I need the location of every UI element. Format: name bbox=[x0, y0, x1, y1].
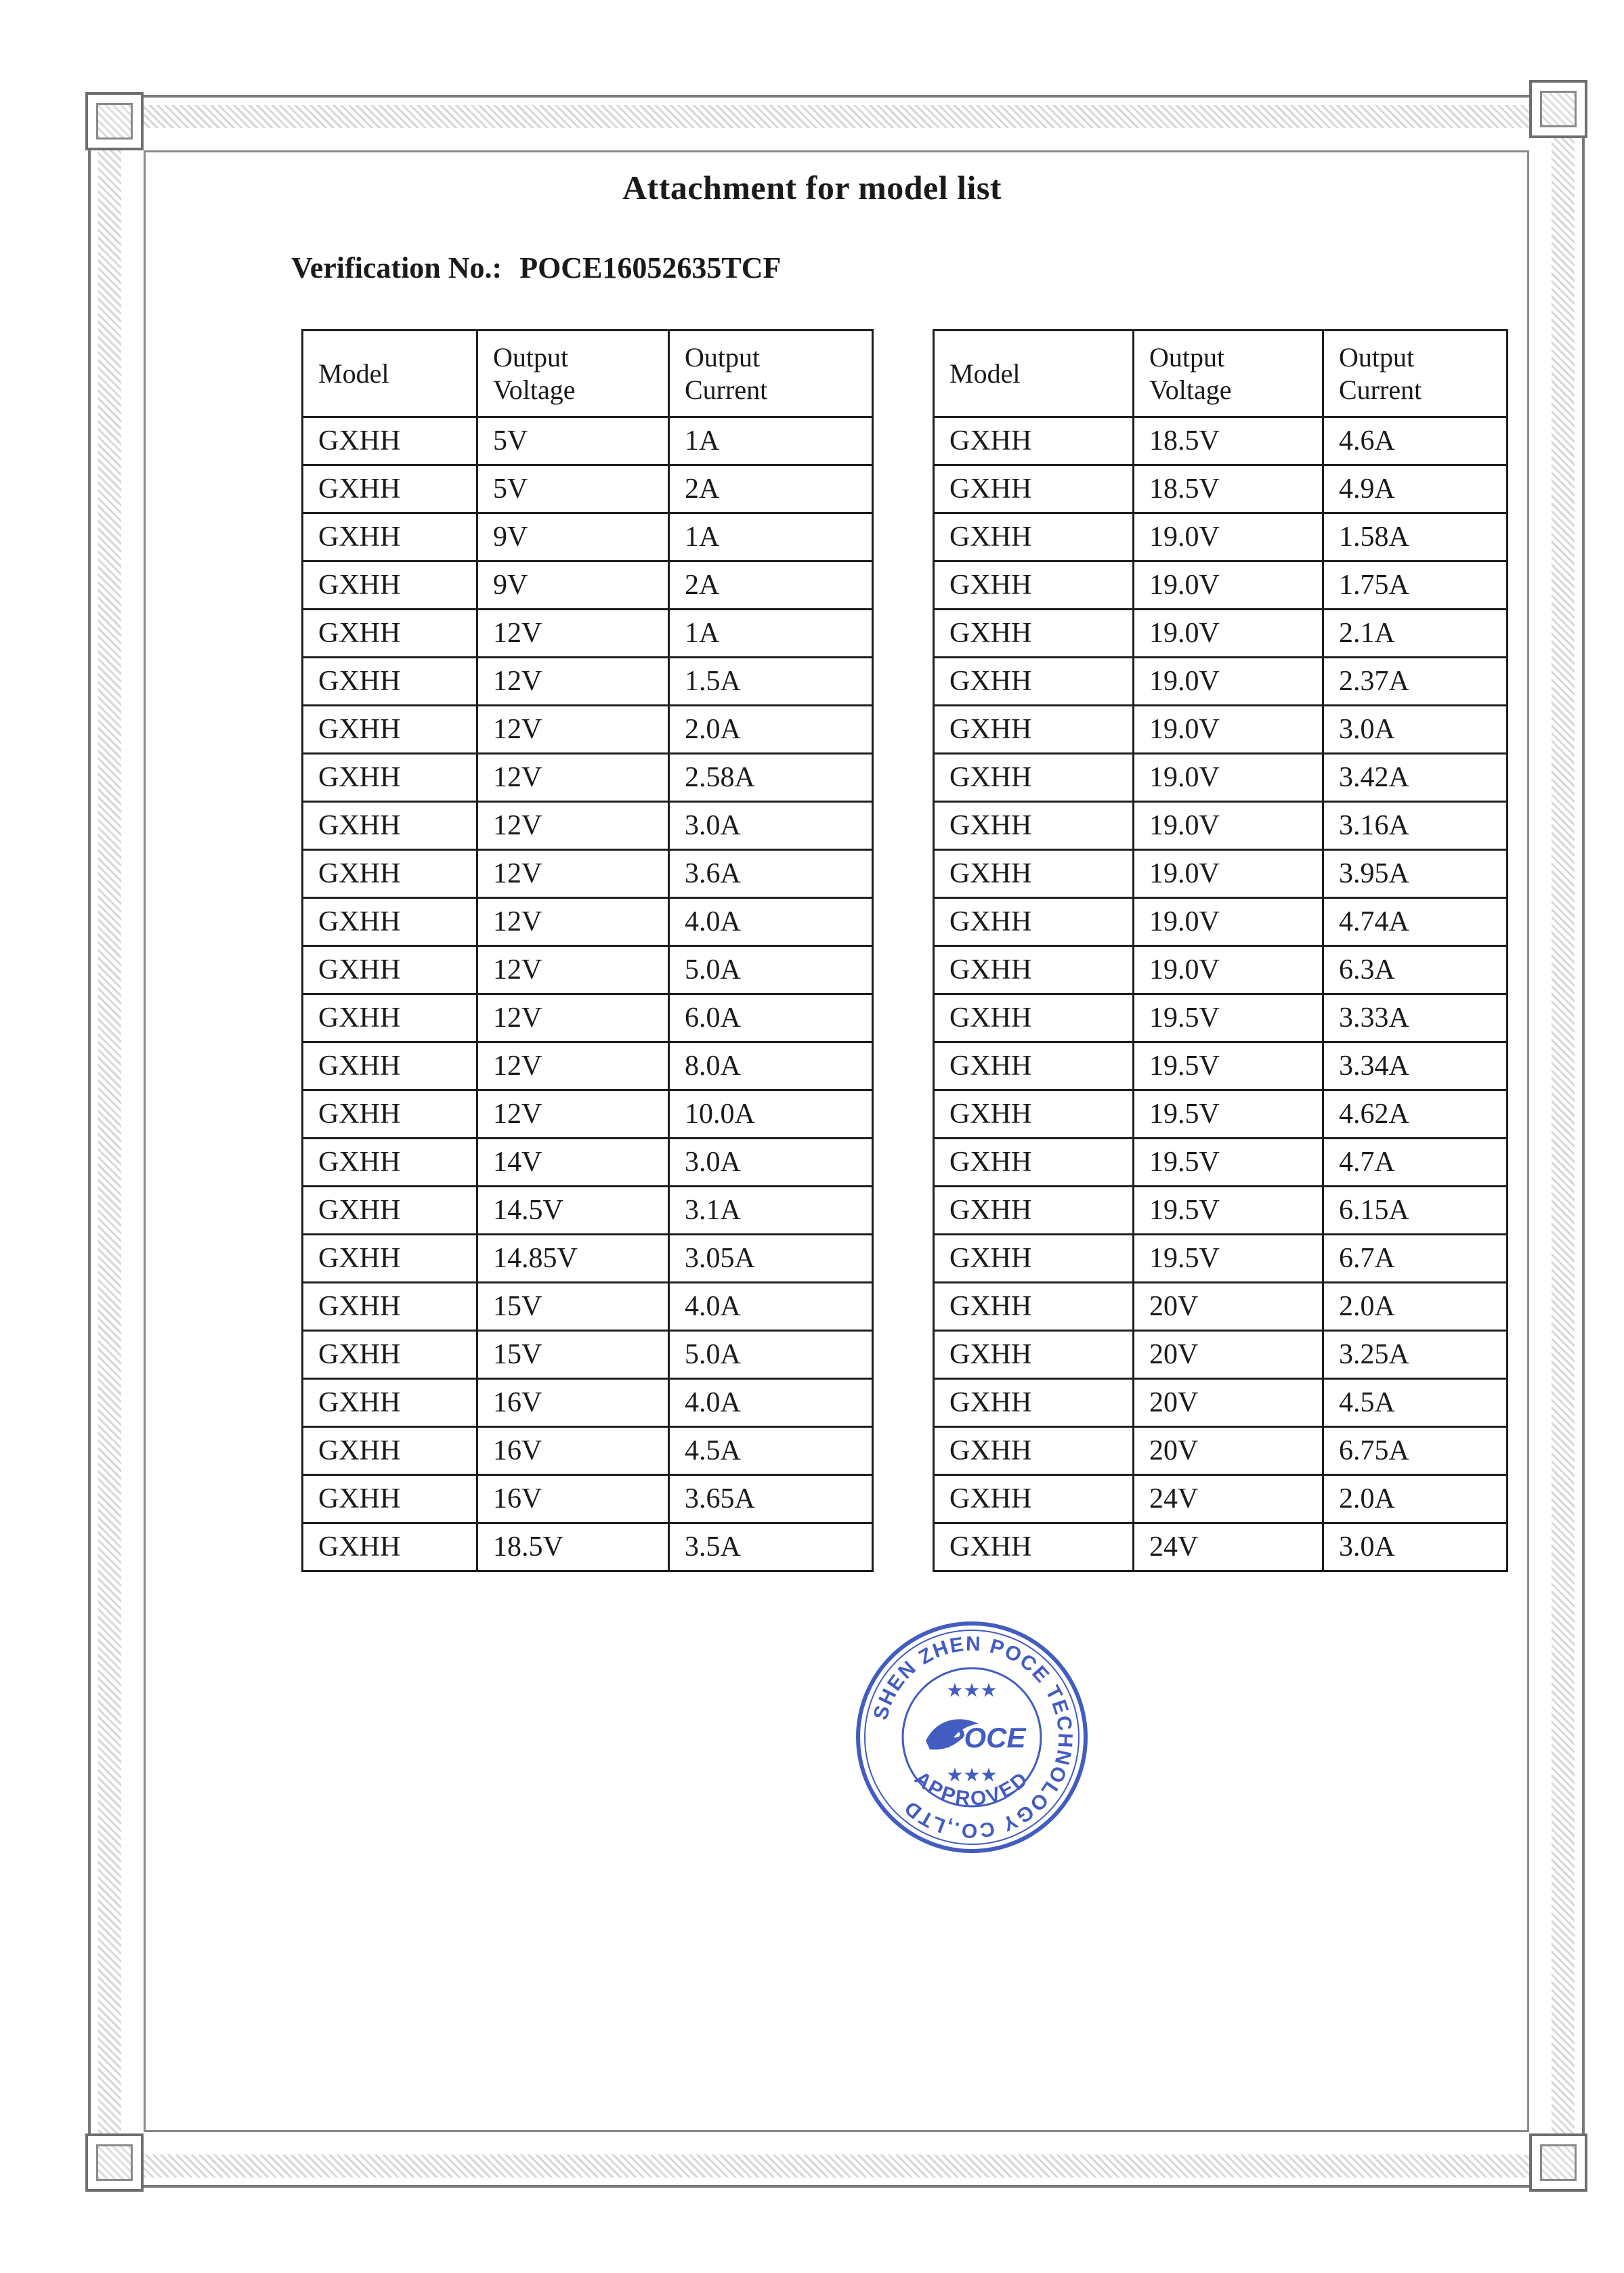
cell-output-current: 3.5A bbox=[669, 1523, 873, 1571]
seal-logo-text: POCE bbox=[945, 1722, 1026, 1754]
header-model: Model bbox=[934, 331, 1134, 417]
frame-corner-ornament bbox=[1529, 80, 1587, 138]
cell-output-voltage: 20V bbox=[1134, 1331, 1323, 1379]
table-row bbox=[934, 802, 1508, 850]
seal-bottom-text: APPROVED bbox=[910, 1766, 1033, 1810]
table-row bbox=[934, 1475, 1508, 1523]
cell-model: GXHH bbox=[934, 1283, 1134, 1331]
cell-output-voltage: 16V bbox=[477, 1427, 669, 1475]
table-row bbox=[303, 1139, 873, 1187]
header-model: Model bbox=[303, 331, 477, 417]
cell-output-current: 1A bbox=[669, 513, 873, 561]
cell-output-current: 8.0A bbox=[669, 1042, 873, 1090]
cell-output-voltage: 19.0V bbox=[1134, 850, 1323, 898]
cell-output-current: 1.58A bbox=[1323, 513, 1508, 561]
cell-output-voltage: 19.5V bbox=[1134, 1139, 1323, 1187]
cell-model: GXHH bbox=[303, 513, 477, 561]
table-body bbox=[303, 417, 873, 1571]
frame-corner-ornament bbox=[85, 92, 144, 150]
cell-output-voltage: 12V bbox=[477, 658, 669, 706]
table-row bbox=[934, 898, 1508, 946]
cell-model: GXHH bbox=[934, 610, 1134, 658]
cell-output-voltage: 15V bbox=[477, 1331, 669, 1379]
cell-output-current: 2.0A bbox=[669, 706, 873, 754]
table-row bbox=[934, 1187, 1508, 1235]
cell-model: GXHH bbox=[303, 465, 477, 513]
cell-output-current: 4.5A bbox=[1323, 1379, 1508, 1427]
cell-output-voltage: 12V bbox=[477, 1090, 669, 1139]
cell-output-current: 3.16A bbox=[1323, 802, 1508, 850]
cell-output-voltage: 12V bbox=[477, 850, 669, 898]
table-row bbox=[934, 994, 1508, 1042]
header-output-current: Output Current bbox=[1323, 331, 1508, 417]
cell-model: GXHH bbox=[934, 1475, 1134, 1523]
cell-output-voltage: 12V bbox=[477, 994, 669, 1042]
table-row bbox=[303, 417, 873, 465]
table-row bbox=[303, 1042, 873, 1090]
cell-output-current: 6.15A bbox=[1323, 1187, 1508, 1235]
cell-output-voltage: 18.5V bbox=[1134, 465, 1323, 513]
cell-output-voltage: 5V bbox=[477, 465, 669, 513]
cell-model: GXHH bbox=[303, 1283, 477, 1331]
cell-output-voltage: 9V bbox=[477, 513, 669, 561]
cell-output-voltage: 20V bbox=[1134, 1379, 1323, 1427]
cell-model: GXHH bbox=[303, 1042, 477, 1090]
cell-output-current: 6.7A bbox=[1323, 1235, 1508, 1283]
cell-output-current: 3.25A bbox=[1323, 1331, 1508, 1379]
cell-output-voltage: 12V bbox=[477, 946, 669, 994]
cell-model: GXHH bbox=[934, 1235, 1134, 1283]
cell-model: GXHH bbox=[934, 946, 1134, 994]
cell-model: GXHH bbox=[303, 754, 477, 802]
cell-output-voltage: 9V bbox=[477, 561, 669, 610]
header-output-voltage: Output Voltage bbox=[1134, 331, 1323, 417]
cell-model: GXHH bbox=[934, 1331, 1134, 1379]
table-row bbox=[934, 1283, 1508, 1331]
table-row bbox=[303, 561, 873, 610]
cell-output-voltage: 19.0V bbox=[1134, 898, 1323, 946]
cell-model: GXHH bbox=[934, 1379, 1134, 1427]
cell-output-current: 3.33A bbox=[1323, 994, 1508, 1042]
cell-model: GXHH bbox=[303, 994, 477, 1042]
cell-model: GXHH bbox=[303, 1427, 477, 1475]
cell-output-current: 3.05A bbox=[669, 1235, 873, 1283]
verification-line bbox=[291, 251, 781, 285]
cell-model: GXHH bbox=[303, 1187, 477, 1235]
cell-output-voltage: 19.5V bbox=[1134, 1235, 1323, 1283]
cell-output-current: 3.6A bbox=[669, 850, 873, 898]
cell-output-current: 2.58A bbox=[669, 754, 873, 802]
cell-output-voltage: 12V bbox=[477, 802, 669, 850]
table-row bbox=[934, 1523, 1508, 1571]
cell-model: GXHH bbox=[303, 1475, 477, 1523]
header-output-voltage: Output Voltage bbox=[477, 331, 669, 417]
cell-model: GXHH bbox=[303, 561, 477, 610]
model-table-right bbox=[933, 329, 1508, 1572]
cell-model: GXHH bbox=[303, 1235, 477, 1283]
table-row bbox=[303, 1331, 873, 1379]
table-row bbox=[303, 1523, 873, 1571]
table-row bbox=[934, 1331, 1508, 1379]
cell-output-current: 3.1A bbox=[669, 1187, 873, 1235]
table-row bbox=[303, 1379, 873, 1427]
cell-model: GXHH bbox=[934, 417, 1134, 465]
cell-output-voltage: 19.0V bbox=[1134, 946, 1323, 994]
cell-output-voltage: 12V bbox=[477, 1042, 669, 1090]
cell-model: GXHH bbox=[303, 1379, 477, 1427]
cell-output-voltage: 20V bbox=[1134, 1427, 1323, 1475]
cell-model: GXHH bbox=[934, 1090, 1134, 1139]
cell-output-current: 3.0A bbox=[1323, 706, 1508, 754]
seal-stars-bottom: ★★★ bbox=[946, 1764, 998, 1786]
cell-output-current: 1A bbox=[669, 417, 873, 465]
table-row bbox=[303, 706, 873, 754]
table-row bbox=[934, 561, 1508, 610]
table-header-row bbox=[303, 331, 873, 417]
table-row bbox=[934, 850, 1508, 898]
verification-label: Verification No.: bbox=[291, 251, 503, 284]
approval-seal-stamp bbox=[850, 1615, 1094, 1859]
cell-output-current: 10.0A bbox=[669, 1090, 873, 1139]
cell-model: GXHH bbox=[934, 898, 1134, 946]
table-row bbox=[303, 898, 873, 946]
cell-model: GXHH bbox=[303, 610, 477, 658]
cell-output-voltage: 19.0V bbox=[1134, 754, 1323, 802]
cell-model: GXHH bbox=[934, 465, 1134, 513]
cell-output-current: 4.9A bbox=[1323, 465, 1508, 513]
cell-output-voltage: 19.0V bbox=[1134, 610, 1323, 658]
cell-model: GXHH bbox=[303, 1139, 477, 1187]
cell-output-current: 4.0A bbox=[669, 898, 873, 946]
table-row bbox=[934, 658, 1508, 706]
cell-output-voltage: 14V bbox=[477, 1139, 669, 1187]
model-table-left bbox=[301, 329, 874, 1572]
table-row bbox=[934, 417, 1508, 465]
cell-output-voltage: 15V bbox=[477, 1283, 669, 1331]
cell-output-current: 2.37A bbox=[1323, 658, 1508, 706]
table-row bbox=[303, 994, 873, 1042]
table-row bbox=[934, 1139, 1508, 1187]
cell-model: GXHH bbox=[303, 658, 477, 706]
table-row bbox=[303, 1235, 873, 1283]
cell-output-current: 2A bbox=[669, 465, 873, 513]
cell-output-current: 4.0A bbox=[669, 1283, 873, 1331]
cell-output-current: 5.0A bbox=[669, 1331, 873, 1379]
cell-output-voltage: 19.0V bbox=[1134, 561, 1323, 610]
cell-output-current: 4.5A bbox=[669, 1427, 873, 1475]
cell-output-current: 3.0A bbox=[669, 1139, 873, 1187]
table-row bbox=[303, 1283, 873, 1331]
table-row bbox=[934, 610, 1508, 658]
cell-output-voltage: 5V bbox=[477, 417, 669, 465]
cell-output-current: 1.5A bbox=[669, 658, 873, 706]
cell-output-voltage: 16V bbox=[477, 1379, 669, 1427]
cell-model: GXHH bbox=[303, 417, 477, 465]
table-row bbox=[934, 754, 1508, 802]
cell-output-current: 1A bbox=[669, 610, 873, 658]
table-row bbox=[303, 850, 873, 898]
cell-output-voltage: 12V bbox=[477, 754, 669, 802]
cell-output-voltage: 20V bbox=[1134, 1283, 1323, 1331]
table-row bbox=[303, 1090, 873, 1139]
cell-model: GXHH bbox=[934, 994, 1134, 1042]
cell-output-current: 5.0A bbox=[669, 946, 873, 994]
table-row bbox=[303, 513, 873, 561]
table-row bbox=[934, 706, 1508, 754]
table-row bbox=[934, 946, 1508, 994]
cell-output-current: 2.0A bbox=[1323, 1283, 1508, 1331]
table-row bbox=[934, 465, 1508, 513]
cell-model: GXHH bbox=[934, 1523, 1134, 1571]
cell-output-voltage: 19.5V bbox=[1134, 994, 1323, 1042]
cell-output-current: 4.0A bbox=[669, 1379, 873, 1427]
table-header-row bbox=[934, 331, 1508, 417]
table-row bbox=[303, 1187, 873, 1235]
cell-output-current: 6.75A bbox=[1323, 1427, 1508, 1475]
cell-output-voltage: 14.85V bbox=[477, 1235, 669, 1283]
cell-model: GXHH bbox=[934, 658, 1134, 706]
cell-model: GXHH bbox=[303, 706, 477, 754]
table-row bbox=[303, 802, 873, 850]
table-row bbox=[303, 465, 873, 513]
table-body bbox=[934, 417, 1508, 1571]
cell-output-current: 4.6A bbox=[1323, 417, 1508, 465]
seal-graphic bbox=[850, 1615, 1094, 1859]
cell-output-current: 2A bbox=[669, 561, 873, 610]
cell-output-current: 3.0A bbox=[1323, 1523, 1508, 1571]
cell-output-voltage: 24V bbox=[1134, 1475, 1323, 1523]
frame-corner-ornament bbox=[85, 2133, 144, 2192]
cell-model: GXHH bbox=[303, 850, 477, 898]
cell-output-voltage: 19.5V bbox=[1134, 1042, 1323, 1090]
cell-output-voltage: 12V bbox=[477, 706, 669, 754]
cell-model: GXHH bbox=[934, 706, 1134, 754]
cell-output-voltage: 19.0V bbox=[1134, 658, 1323, 706]
cell-model: GXHH bbox=[303, 1523, 477, 1571]
table-row bbox=[303, 658, 873, 706]
cell-output-voltage: 12V bbox=[477, 610, 669, 658]
cell-model: GXHH bbox=[303, 898, 477, 946]
cell-output-voltage: 19.5V bbox=[1134, 1187, 1323, 1235]
cell-model: GXHH bbox=[934, 850, 1134, 898]
table-row bbox=[934, 513, 1508, 561]
cell-output-current: 3.65A bbox=[669, 1475, 873, 1523]
cell-model: GXHH bbox=[934, 1187, 1134, 1235]
cell-model: GXHH bbox=[934, 1427, 1134, 1475]
cell-model: GXHH bbox=[934, 561, 1134, 610]
cell-model: GXHH bbox=[303, 946, 477, 994]
cell-output-current: 3.95A bbox=[1323, 850, 1508, 898]
cell-output-voltage: 19.5V bbox=[1134, 1090, 1323, 1139]
cell-output-voltage: 19.0V bbox=[1134, 706, 1323, 754]
cell-output-voltage: 19.0V bbox=[1134, 513, 1323, 561]
verification-number: POCE16052635TCF bbox=[519, 251, 782, 284]
seal-ring-text: SHEN ZHEN POCE TECHNOLOGY CO.,LTD bbox=[869, 1632, 1077, 1842]
cell-output-current: 6.0A bbox=[669, 994, 873, 1042]
cell-output-voltage: 12V bbox=[477, 898, 669, 946]
table-row bbox=[934, 1427, 1508, 1475]
cell-output-current: 1.75A bbox=[1323, 561, 1508, 610]
cell-output-current: 3.0A bbox=[669, 802, 873, 850]
cell-output-voltage: 16V bbox=[477, 1475, 669, 1523]
cell-output-current: 2.0A bbox=[1323, 1475, 1508, 1523]
cell-output-voltage: 14.5V bbox=[477, 1187, 669, 1235]
table-row bbox=[303, 610, 873, 658]
cell-output-voltage: 19.0V bbox=[1134, 802, 1323, 850]
cell-output-current: 3.34A bbox=[1323, 1042, 1508, 1090]
cell-model: GXHH bbox=[934, 1139, 1134, 1187]
cell-model: GXHH bbox=[934, 754, 1134, 802]
cell-model: GXHH bbox=[303, 802, 477, 850]
cell-model: GXHH bbox=[934, 513, 1134, 561]
table-row bbox=[934, 1090, 1508, 1139]
cell-output-current: 4.74A bbox=[1323, 898, 1508, 946]
table-row bbox=[934, 1042, 1508, 1090]
table-row bbox=[934, 1379, 1508, 1427]
cell-model: GXHH bbox=[934, 802, 1134, 850]
table-row bbox=[303, 1475, 873, 1523]
cell-output-voltage: 24V bbox=[1134, 1523, 1323, 1571]
cell-output-current: 6.3A bbox=[1323, 946, 1508, 994]
cell-model: GXHH bbox=[303, 1331, 477, 1379]
table-row bbox=[303, 946, 873, 994]
table-row bbox=[303, 1427, 873, 1475]
seal-stars-top: ★★★ bbox=[946, 1679, 998, 1701]
frame-corner-ornament bbox=[1529, 2133, 1587, 2192]
cell-model: GXHH bbox=[303, 1090, 477, 1139]
cell-output-voltage: 18.5V bbox=[1134, 417, 1323, 465]
table-row bbox=[303, 754, 873, 802]
cell-output-current: 4.62A bbox=[1323, 1090, 1508, 1139]
header-output-current: Output Current bbox=[669, 331, 873, 417]
cell-output-current: 3.42A bbox=[1323, 754, 1508, 802]
cell-output-voltage: 18.5V bbox=[477, 1523, 669, 1571]
cell-output-current: 4.7A bbox=[1323, 1139, 1508, 1187]
cell-output-current: 2.1A bbox=[1323, 610, 1508, 658]
table-row bbox=[934, 1235, 1508, 1283]
cell-model: GXHH bbox=[934, 1042, 1134, 1090]
page-title: Attachment for model list bbox=[622, 169, 1002, 207]
